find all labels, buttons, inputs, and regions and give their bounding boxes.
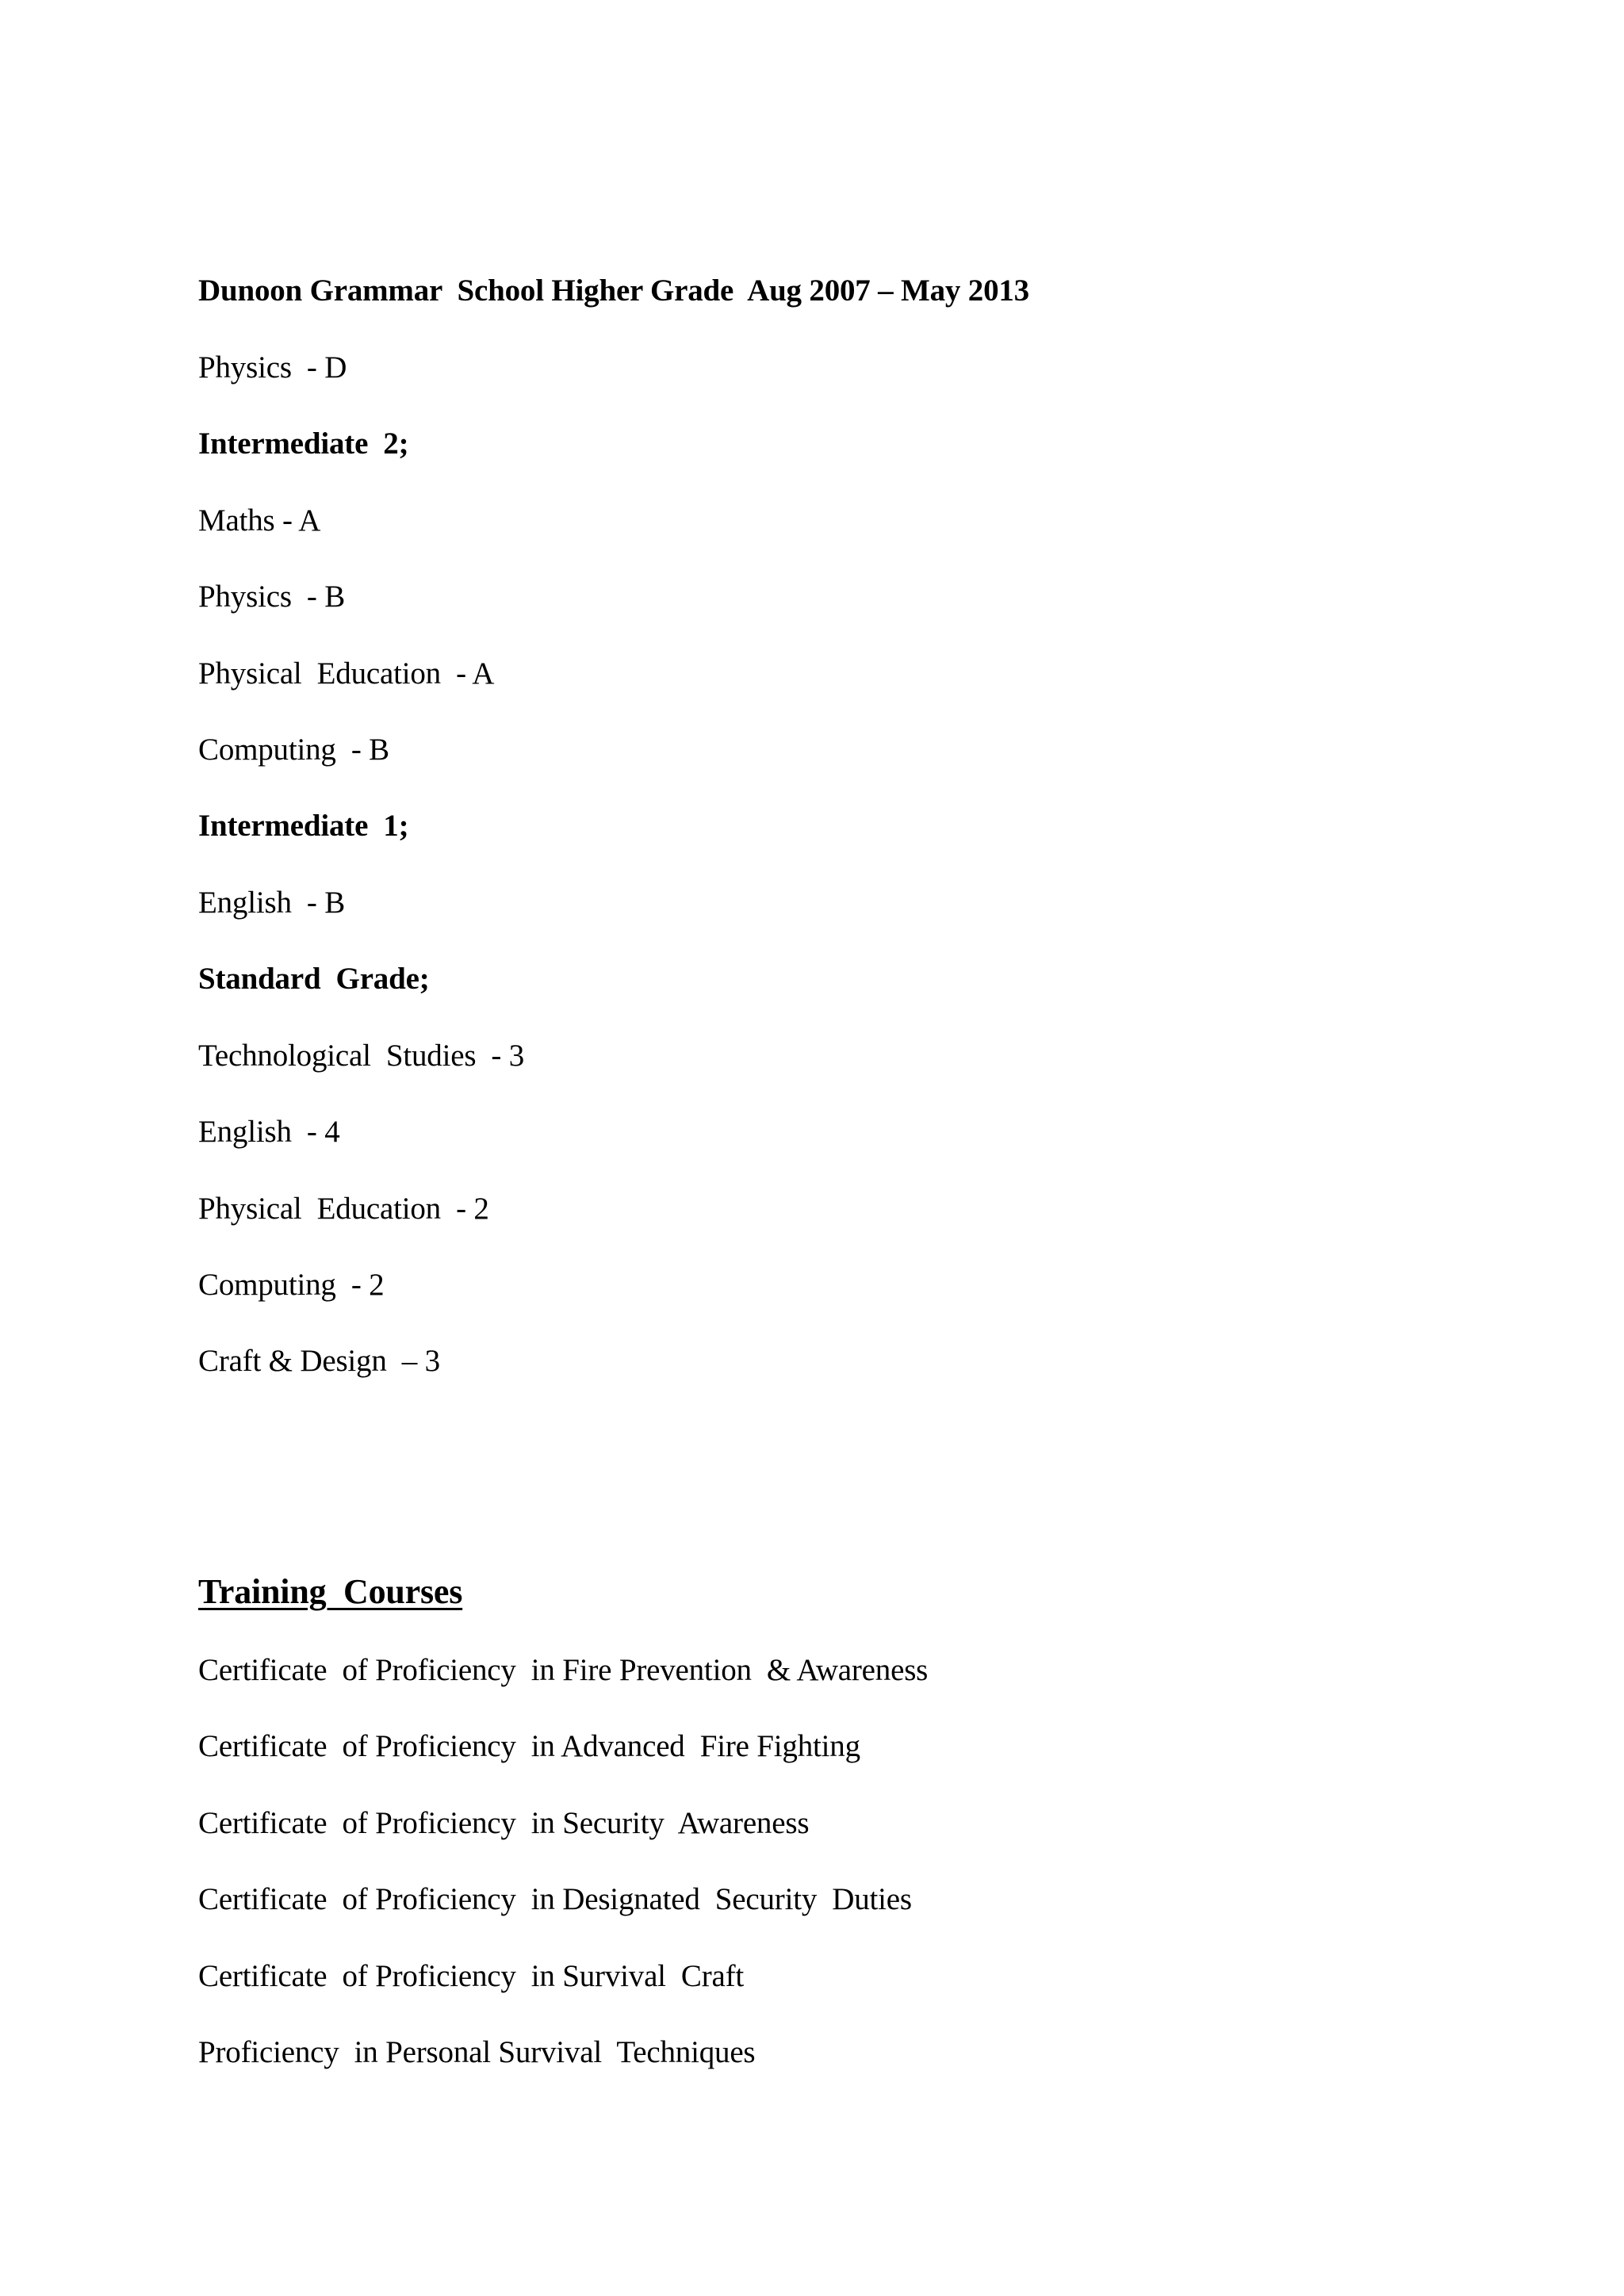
training-courses-heading: Training Courses — [198, 1572, 463, 1611]
higher-grade-item: Physics - D — [198, 350, 347, 385]
training-course-item: Certificate of Proficiency in Fire Prevention & Awareness — [198, 1653, 929, 1687]
standard-grade-item: Physical Education - 2 — [198, 1192, 489, 1226]
intermediate2-item: Computing - B — [198, 733, 389, 767]
standard-grade-item: Computing - 2 — [198, 1268, 385, 1302]
standard-grade-item: Craft & Design – 3 — [198, 1344, 440, 1378]
training-course-item: Certificate of Proficiency in Advanced Fire Fighting — [198, 1729, 860, 1763]
intermediate2-item: Maths - A — [198, 503, 321, 538]
intermediate1-item: English - B — [198, 886, 346, 920]
intermediate2-item: Physical Education - A — [198, 656, 495, 691]
standard-grade-item: English - 4 — [198, 1115, 340, 1149]
school-header: Dunoon Grammar School Higher Grade Aug 2007 – May 2013 — [198, 274, 1029, 308]
standard-grade-heading: Standard Grade; — [198, 962, 430, 996]
standard-grade-item: Technological Studies - 3 — [198, 1039, 525, 1073]
intermediate1-heading: Intermediate 1; — [198, 809, 409, 843]
intermediate2-heading: Intermediate 2; — [198, 427, 409, 461]
training-course-item: Certificate of Proficiency in Survival Craft — [198, 1959, 745, 1993]
intermediate2-item: Physics - B — [198, 580, 346, 614]
training-course-item: Proficiency in Personal Survival Techniques — [198, 2035, 756, 2069]
training-course-item: Certificate of Proficiency in Security Awareness — [198, 1806, 810, 1840]
training-course-item: Certificate of Proficiency in Designated Security Duties — [198, 1882, 912, 1916]
